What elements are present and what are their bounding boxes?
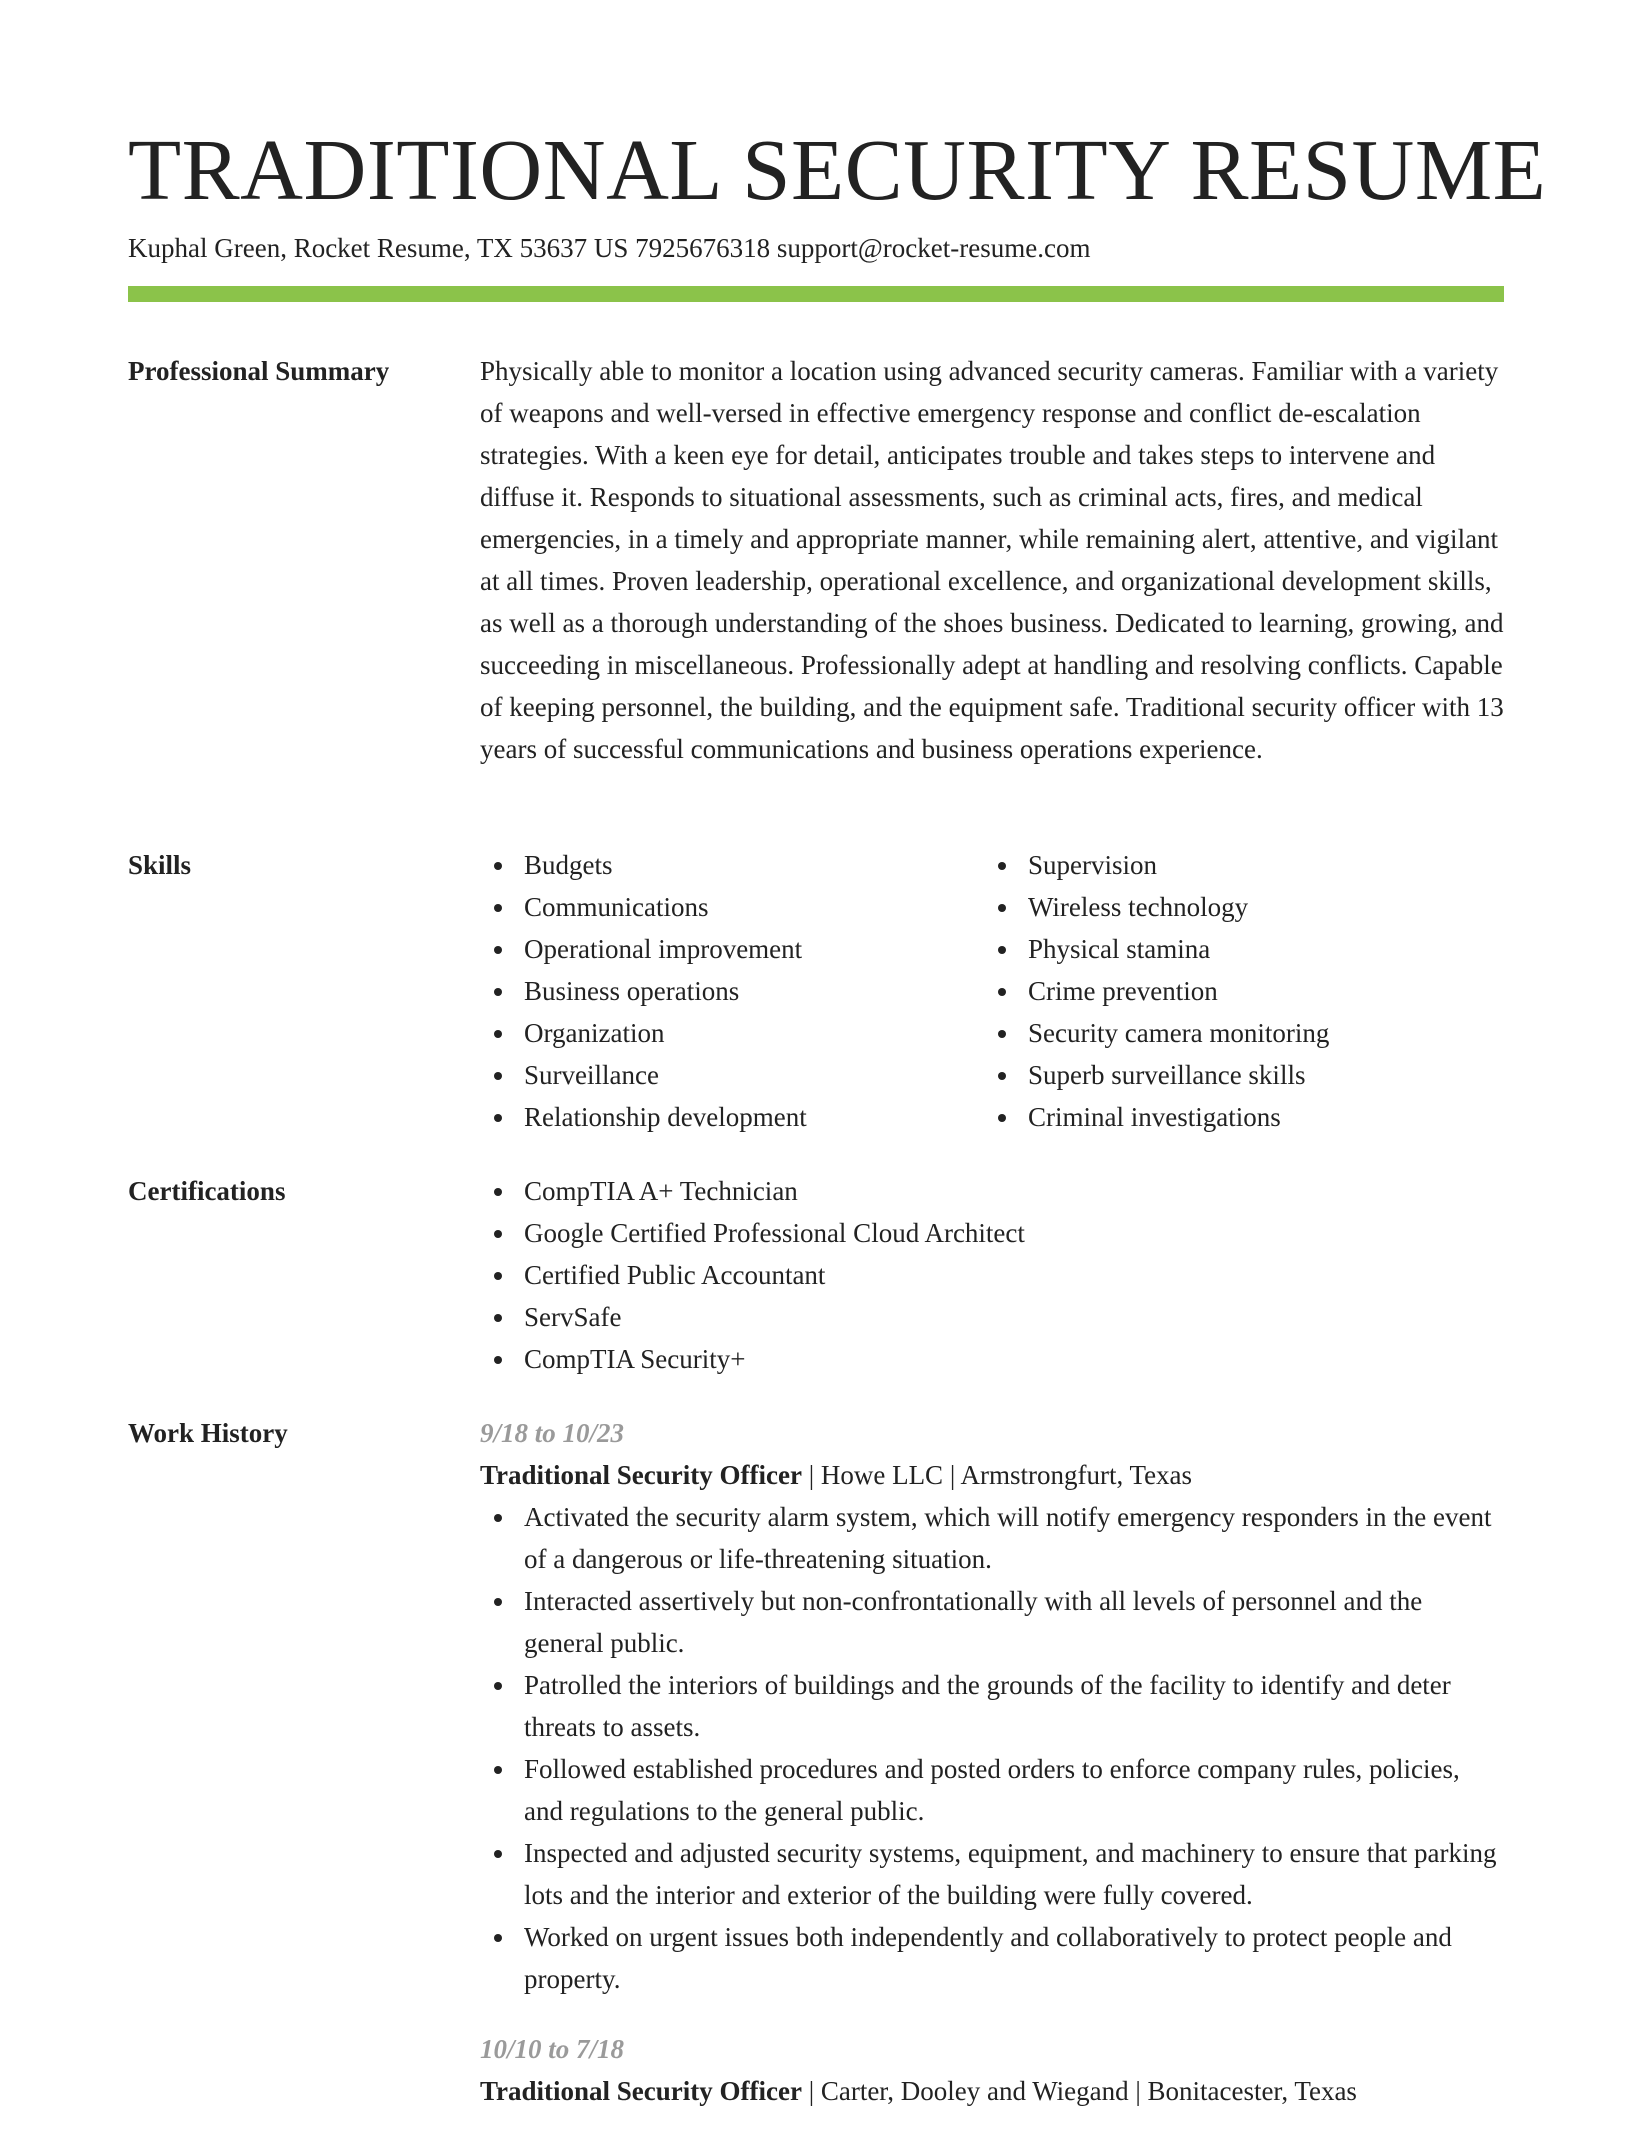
list-item: Supervision [984,844,1488,886]
list-item: Google Certified Professional Cloud Architect [480,1212,1504,1254]
list-item: Organization [480,1012,984,1054]
list-item: Wireless technology [984,886,1488,928]
list-item: Criminal investigations [984,1096,1488,1138]
summary-body [480,350,1504,770]
resume-title: TRADITIONAL SECURITY RESUME [128,121,1547,218]
list-item: Followed established procedures and posted orders to enforce company rules, policies, and regulations to the general public. [480,1748,1504,1832]
skills-body [480,844,1504,1132]
list-item: ServSafe [480,1296,1504,1338]
job-title: Traditional Security Officer [480,2076,802,2106]
job-heading [480,2070,1504,2112]
list-item: Inspected and adjusted security systems, equipment, and machinery to ensure that parking lots and the interior and exterior of the building were fully covered. [480,1832,1504,1916]
job-bullets [480,1496,1504,2000]
list-item: Operational improvement [480,928,984,970]
list-item: Relationship development [480,1096,984,1138]
summary-text: Physically able to monitor a location using advanced security cameras. Familiar with a variety of weapons and well-versed in effective emergency response and conflict de-escalation strategies. With a keen eye for detail, anticipates trouble and takes steps to intervene and diffuse it. Responds to situational assessments, such as criminal acts, fires, and medical emergencies, in a timely and appropriate manner, while remaining alert, attentive, and vigilant at all times. Proven leadership, operational excellence, and organizational development skills, as well as a thorough understanding of the shoes business. Dedicated to learning, growing, and succeeding in miscellaneous. Professionally adept at handling and resolving conflicts. Capable of keeping personnel, the building, and the equipment safe. Traditional security officer with 13 years of successful communications and business operations experience. [480,356,1504,764]
skills-list-right [984,844,1488,1138]
list-item: Business operations [480,970,984,1012]
job-dates: 9/18 to 10/23 [480,1418,625,1448]
list-item: Security camera monitoring [984,1012,1488,1054]
list-item: Surveillance [480,1054,984,1096]
summary-label: Professional Summary [128,356,390,386]
list-item: Physical stamina [984,928,1488,970]
accent-divider [128,286,1504,302]
list-item: CompTIA Security+ [480,1338,1504,1380]
job-heading [480,1454,1504,1496]
certifications-label: Certifications [128,1176,286,1206]
list-item: Activated the security alarm system, which will notify emergency responders in the event of a dangerous or life-threatening situation. [480,1496,1504,1580]
job-entry [480,1412,1504,2000]
job-details: | Carter, Dooley and Wiegand | Bonitacester, Texas [801,2076,1357,2106]
list-item: Budgets [480,844,984,886]
contact-line: Kuphal Green, Rocket Resume, TX 53637 US 7925676318 support@rocket-resume.com [128,233,1091,263]
work-history-body [480,1412,1504,2140]
list-item: Communications [480,886,984,928]
list-item: Worked on urgent issues both independently and collaboratively to protect people and property. [480,1916,1504,2000]
list-item: Crime prevention [984,970,1488,1012]
list-item: Certified Public Accountant [480,1254,1504,1296]
job-details: | Howe LLC | Armstrongfurt, Texas [801,1460,1193,1490]
work-history-label: Work History [128,1418,288,1448]
list-item: Superb surveillance skills [984,1054,1488,1096]
list-item: Patrolled the interiors of buildings and the grounds of the facility to identify and deter threats to assets. [480,1664,1504,1748]
job-dates: 10/10 to 7/18 [480,2034,625,2064]
certifications-body [480,1170,1504,1380]
list-item: Interacted assertively but non-confrontationally with all levels of personnel and the general public. [480,1580,1504,1664]
skills-list-left [480,844,984,1138]
job-entry [480,2028,1504,2112]
certifications-list [480,1170,1504,1380]
skills-label: Skills [128,850,192,880]
list-item: CompTIA A+ Technician [480,1170,1504,1212]
job-title: Traditional Security Officer [480,1460,802,1490]
